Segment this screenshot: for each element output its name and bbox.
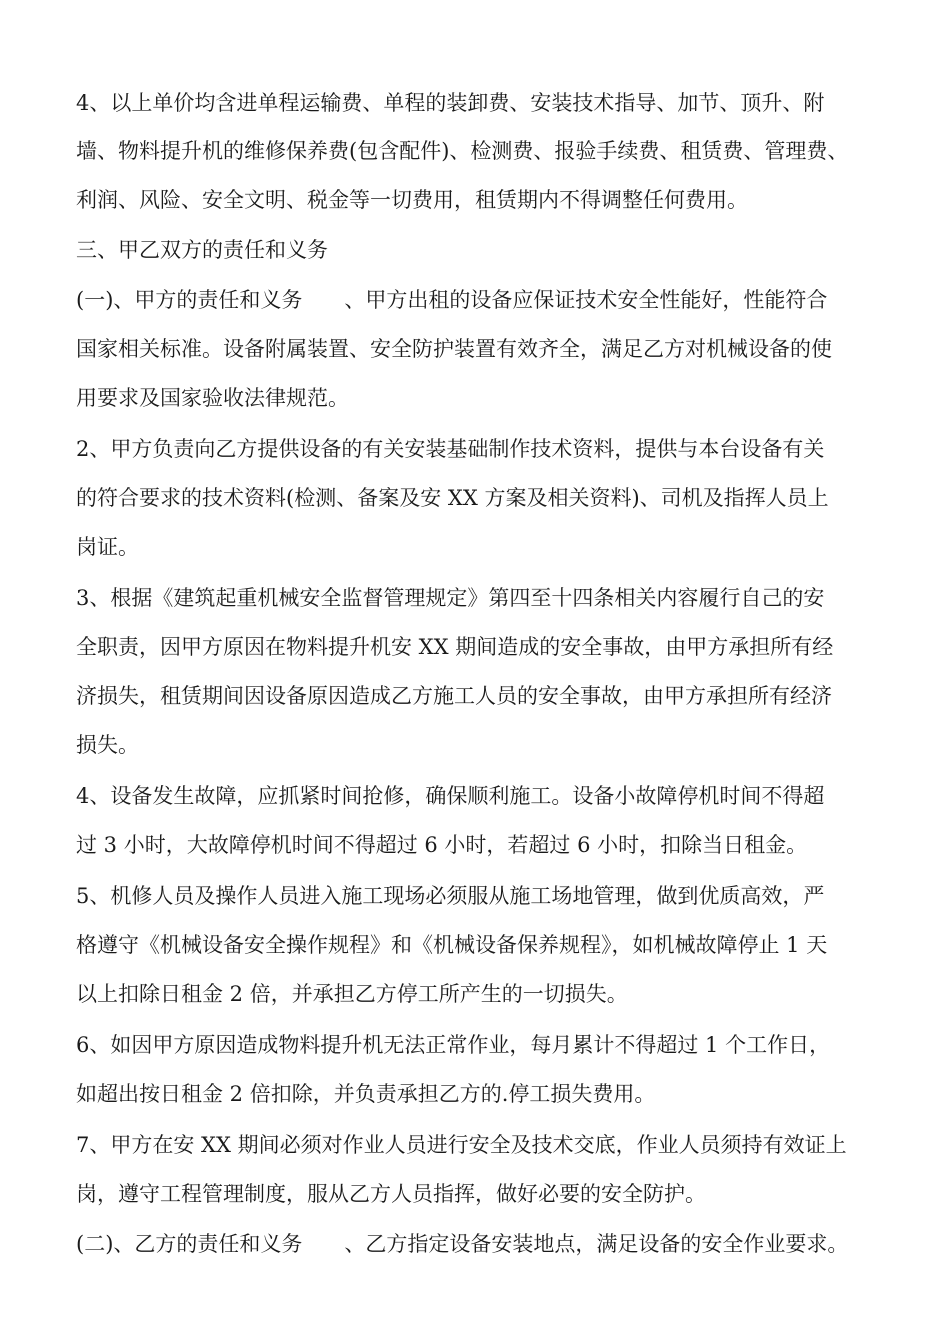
text-line: 损失。 xyxy=(76,733,139,757)
text-line: 的符合要求的技术资料(检测、备案及安 XX 方案及相关资料)、司机及指挥人员上 xyxy=(76,486,829,510)
text-line: 7、甲方在安 XX 期间必须对作业人员进行安全及技术交底，作业人员须持有效证上 xyxy=(76,1133,847,1157)
text-line: 2、甲方负责向乙方提供设备的有关安装基础制作技术资料，提供与本台设备有关 xyxy=(76,437,825,461)
text-line: 岗，遵守工程管理制度，服从乙方人员指挥，做好必要的安全防护。 xyxy=(76,1182,706,1206)
text-line: 墙、物料提升机的维修保养费(包含配件)、检测费、报验手续费、租赁费、管理费、 xyxy=(76,139,849,163)
text-line: 6、如因甲方原因造成物料提升机无法正常作业，每月累计不得超过 1 个工作日， xyxy=(76,1033,831,1057)
text-line: 国家相关标准。设备附属装置、安全防护装置有效齐全，满足乙方对机械设备的使 xyxy=(76,337,832,361)
text-line: 过 3 小时，大故障停机时间不得超过 6 小时，若超过 6 小时，扣除当日租金。 xyxy=(76,833,808,857)
text-line: 格遵守《机械设备安全操作规程》和《机械设备保养规程》，如机械故障停止 1 天 xyxy=(76,933,828,957)
text-line: 以上扣除日租金 2 倍，并承担乙方停工所产生的一切损失。 xyxy=(76,982,628,1006)
text-line: 4、设备发生故障，应抓紧时间抢修，确保顺利施工。设备小故障停机时间不得超 xyxy=(76,784,825,808)
text-line: 岗证。 xyxy=(76,535,139,559)
text-line: 全职责，因甲方原因在物料提升机安 XX 期间造成的安全事故，由甲方承担所有经 xyxy=(76,635,834,659)
text-line: (二)、乙方的责任和义务 、乙方指定设备安装地点，满足设备的安全作业要求。 xyxy=(76,1232,849,1256)
text-line: 济损失，租赁期间因设备原因造成乙方施工人员的安全事故，由甲方承担所有经济 xyxy=(76,684,832,708)
text-line: 4、以上单价均含进单程运输费、单程的装卸费、安装技术指导、加节、顶升、附 xyxy=(76,91,825,115)
section-heading: 三、甲乙双方的责任和义务 xyxy=(76,238,328,262)
text-line: (一)、甲方的责任和义务 、甲方出租的设备应保证技术安全性能好，性能符合 xyxy=(76,288,828,312)
text-line: 利润、风险、安全文明、税金等一切费用，租赁期内不得调整任何费用。 xyxy=(76,188,748,212)
text-line: 5、机修人员及操作人员进入施工现场必须服从施工场地管理，做到优质高效，严 xyxy=(76,884,825,908)
text-line: 3、根据《建筑起重机械安全监督管理规定》第四至十四条相关内容履行自己的安 xyxy=(76,586,825,610)
text-line: 如超出按日租金 2 倍扣除，并负责承担乙方的.停工损失费用。 xyxy=(76,1082,656,1106)
text-line: 用要求及国家验收法律规范。 xyxy=(76,386,349,410)
